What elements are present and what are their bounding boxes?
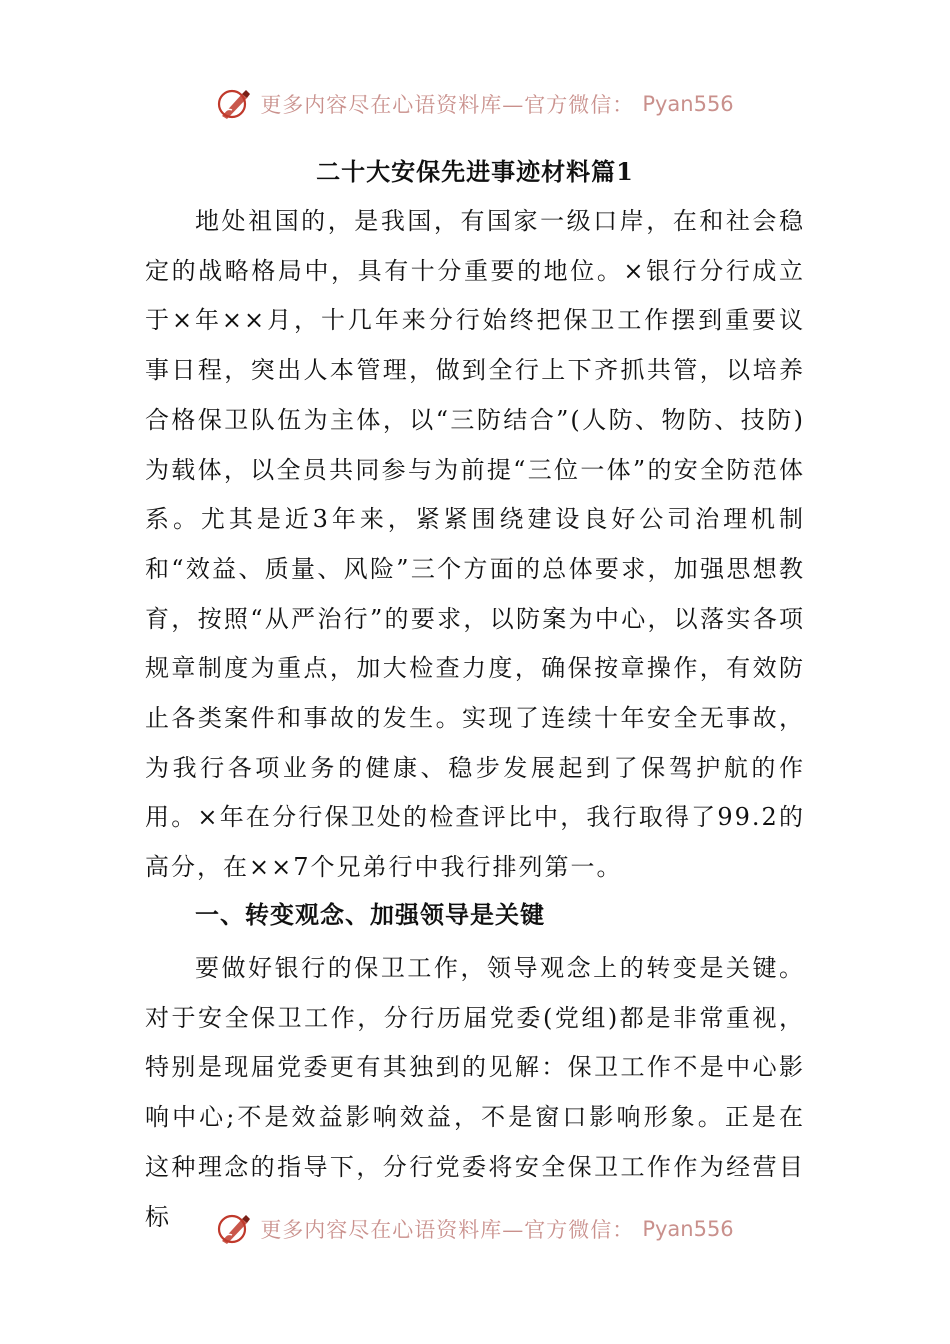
document-title: 二十大安保先进事迹材料篇1 (316, 157, 634, 186)
body-paragraph: 地处祖国的，是我国，有国家一级口岸，在和社会稳定的战略格局中，具有十分重要的地位。×银行分行成立于×年××月，十几年来分行始终把保卫工作摆到重要议事日程，突出人本管理，做到全行上下齐抓共管，以培养合格保卫队伍为主体，以“三防结合”(人防、物防、技防)为载体，以全员共同参与为前提“三位一体”的安全防范体系。尤其是近3年来，紧紧围绕建设良好公司治理机制和“效益、质量、风险”三个方面的总体要求，加强思想教育，按照“从严治行”的要求，以防案为中心，以落实各项规章制度为重点，加大检查力度，确保按章操作，有效防止各类案件和事故的发生。实现了连续十年安全无事故，为我行各项业务的健康、稳步发展起到了保驾护航的作用。×年在分行保卫处的检查评比中，我行取得了99.2的高分，在××7个兄弟行中我行排列第一。 (145, 207, 805, 882)
header-watermark (0, 82, 950, 126)
watermark-wechat-id: Pyan556 (642, 1217, 734, 1241)
footer-watermark (0, 1207, 950, 1251)
watermark-text: 更多内容尽在心语资料库—官方微信： (260, 1218, 635, 1242)
pen-logo-icon (216, 1211, 252, 1247)
watermark-text: 更多内容尽在心语资料库—官方微信： (260, 93, 635, 117)
body-paragraph: 要做好银行的保卫工作，领导观念上的转变是关键。对于安全保卫工作，分行历届党委(党组)都是非常重视，特别是现届党委更有其独到的见解：保卫工作不是中心影响中心;不是效益影响效益，不是窗口影响形象。正是在这种理念的指导下，分行党委将安全保卫工作作为经营目标 (145, 954, 805, 1231)
pen-logo-icon (216, 86, 252, 122)
watermark-wechat-id: Pyan556 (642, 92, 734, 116)
section-heading: 一、转变观念、加强领导是关键 (195, 900, 545, 929)
